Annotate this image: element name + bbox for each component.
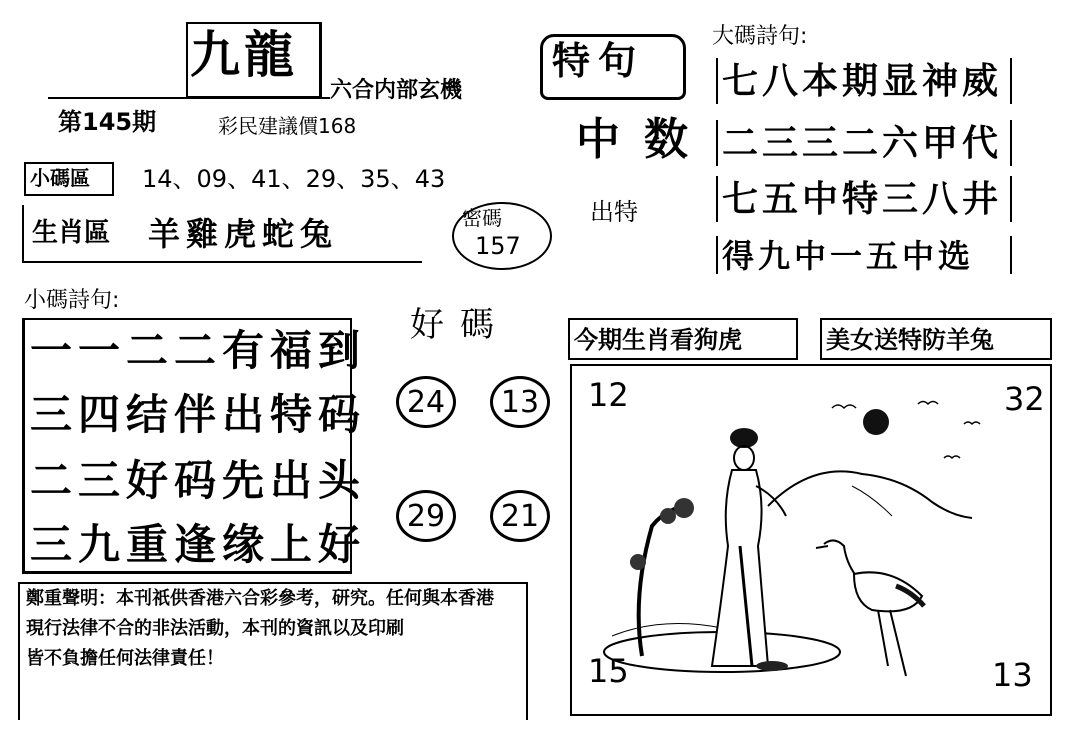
small-poem-line: 一一二二有福到 <box>30 326 367 375</box>
moon-icon <box>863 409 889 435</box>
secret-code-label: 密碼 <box>462 206 502 230</box>
header-divider <box>48 97 330 99</box>
bird-icon <box>832 405 856 408</box>
illustration-frame <box>570 364 1052 716</box>
small-poem-line: 三九重逢缘上好 <box>30 520 367 569</box>
good-number: 29 <box>406 499 446 534</box>
special-phrase: 中数 <box>576 114 712 165</box>
corner-number: 12 <box>588 376 629 414</box>
small-code-label: 小碼區 <box>30 166 90 190</box>
disclaimer-line: 鄭重聲明：本刊祇供香港六合彩參考，研究。任何與本香港 <box>26 588 494 609</box>
small-poem-line: 二三好码先出头 <box>30 456 367 505</box>
big-poem-line: 二三三二六甲代 <box>722 123 1003 164</box>
small-poem-title: 小碼詩句: <box>24 288 120 313</box>
corner-number: 32 <box>1004 380 1045 418</box>
zodiac-animals: 羊雞虎蛇兔 <box>148 215 339 253</box>
corner-number: 15 <box>588 652 629 690</box>
brand-title: 九龍 <box>190 25 298 84</box>
corner-number: 13 <box>992 656 1033 694</box>
good-number: 21 <box>500 499 540 534</box>
special-out-text: 出特 <box>590 198 638 226</box>
good-number: 24 <box>406 385 446 420</box>
bird-icon <box>944 456 960 458</box>
secret-code-number: 157 <box>475 232 521 260</box>
issue-number: 第145期 <box>58 108 157 136</box>
zodiac-label: 生肖區 <box>32 218 111 248</box>
big-poem-line: 七五中特三八井 <box>722 179 1003 220</box>
bird-icon <box>918 402 938 405</box>
disclaimer-line: 現行法律不合的非法活動，本刊的資訊以及印刷 <box>26 618 404 639</box>
crane-icon <box>816 540 924 676</box>
hint-right: 美女送特防羊兔 <box>826 326 994 354</box>
bird-icon <box>964 422 980 424</box>
price-text: 彩民建議價168 <box>218 114 357 138</box>
good-number: 13 <box>500 385 540 420</box>
special-title: 特句 <box>552 39 645 83</box>
hill-icon <box>768 471 972 518</box>
big-poem-line: 七八本期显神威 <box>722 61 1003 102</box>
good-numbers-title: 好碼 <box>410 305 510 345</box>
big-poem-line: 得九中一五中选 <box>722 237 975 275</box>
disclaimer-line: 皆不負擔任何法律責任！ <box>26 648 224 669</box>
hint-left: 今期生肖看狗虎 <box>574 326 742 354</box>
subtitle: 六合内部玄機 <box>330 78 463 103</box>
big-poem-title: 大碼詩句: <box>712 24 808 49</box>
small-code-numbers: 14、09、41、29、35、43 <box>142 165 446 193</box>
illustration-image <box>572 366 1050 714</box>
small-poem-line: 三四结伴出特码 <box>30 390 367 439</box>
